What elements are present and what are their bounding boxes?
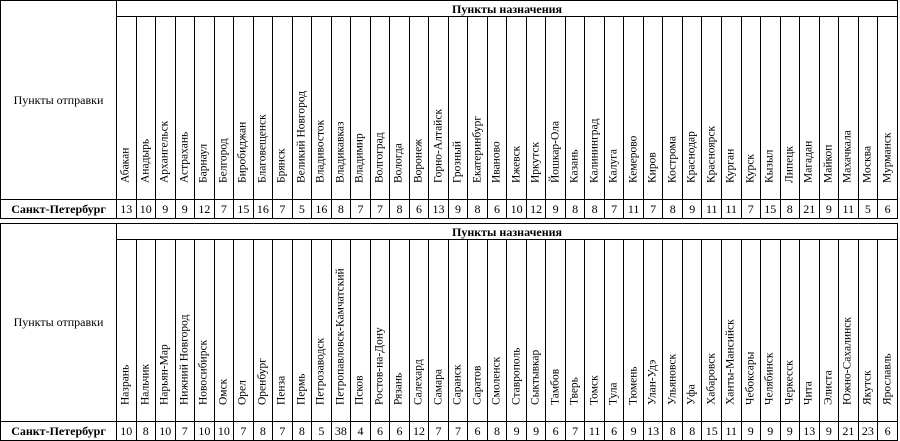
- destination-name: Петропавловск-Камчатский: [334, 268, 347, 405]
- destination-cell: [565, 17, 585, 200]
- destination-name: Краснодар: [685, 131, 698, 183]
- origin-column-header: Пункты отправки: [1, 224, 117, 422]
- delivery-days-value: 6: [604, 422, 624, 441]
- destination-name: Нижний Новгород: [178, 314, 191, 405]
- delivery-days-value: 11: [585, 422, 605, 441]
- delivery-days-value: 12: [409, 422, 429, 441]
- destination-cell: [429, 17, 449, 200]
- destination-name: Томск: [588, 375, 601, 405]
- delivery-days-value: 10: [117, 422, 137, 441]
- destination-name: Великий Новгород: [295, 90, 308, 183]
- destination-name: Владимир: [353, 133, 366, 183]
- destination-name: Чебоксары: [744, 351, 757, 405]
- destination-cell: [390, 17, 410, 200]
- delivery-days-value: 10: [214, 422, 234, 441]
- destination-name: Чита: [802, 381, 815, 405]
- destination-name: Омск: [217, 378, 230, 405]
- delivery-days-value: 5: [312, 422, 332, 441]
- delivery-days-value: 11: [721, 200, 741, 219]
- destination-name: Челябинск: [763, 352, 776, 405]
- delivery-days-value: 38: [331, 422, 351, 441]
- destinations-header: Пункты назначения: [117, 224, 898, 240]
- destination-name: Псков: [353, 375, 366, 405]
- delivery-days-value: 11: [721, 422, 741, 441]
- delivery-days-value: 8: [780, 200, 800, 219]
- delivery-days-value: 12: [526, 200, 546, 219]
- destination-cell: [663, 17, 683, 200]
- delivery-days-value: 8: [565, 200, 585, 219]
- destination-name: Оренбург: [256, 358, 269, 405]
- destination-cell: [546, 240, 566, 422]
- delivery-days-value: 8: [390, 200, 410, 219]
- destination-cell: [292, 240, 312, 422]
- origin-column-header: Пункты отправки: [1, 1, 117, 200]
- destination-cell: [487, 240, 507, 422]
- destination-name: Архангельск: [158, 120, 171, 183]
- destination-name: Калининград: [588, 118, 601, 183]
- distance-table-2: [0, 223, 898, 441]
- delivery-days-value: 21: [800, 200, 820, 219]
- destination-name: Нарьян-Мар: [158, 344, 171, 405]
- delivery-days-value: 7: [234, 422, 254, 441]
- destination-cell: [682, 17, 702, 200]
- destination-cell: [507, 17, 527, 200]
- delivery-days-value: 13: [117, 200, 137, 219]
- delivery-days-value: 7: [175, 422, 195, 441]
- destination-name: Красноярск: [705, 125, 718, 183]
- delivery-days-value: 6: [468, 422, 488, 441]
- destination-cell: [819, 240, 839, 422]
- delivery-days-value: 6: [487, 200, 507, 219]
- destination-cell: [761, 240, 781, 422]
- destination-name: Екатеринбург: [471, 115, 484, 183]
- destination-name: Орел: [236, 380, 249, 405]
- destination-name: Владикавказ: [334, 121, 347, 183]
- destination-cell: [409, 17, 429, 200]
- distance-table-1: [0, 0, 898, 219]
- destination-cell: [721, 17, 741, 200]
- delivery-days-value: 7: [448, 422, 468, 441]
- destination-cell: [331, 17, 351, 200]
- delivery-days-value: 7: [273, 200, 293, 219]
- destination-name: Владивосток: [314, 119, 327, 183]
- destination-name: Тамбов: [549, 368, 562, 405]
- destination-name: Майкоп: [822, 144, 835, 183]
- destination-name: Москва: [861, 145, 874, 183]
- destination-cell: [214, 17, 234, 200]
- delivery-days-value: 7: [214, 200, 234, 219]
- destination-cell: [878, 17, 898, 200]
- delivery-days-value: 10: [507, 200, 527, 219]
- destination-name: Новосибирск: [197, 339, 210, 405]
- delivery-days-value: 8: [487, 422, 507, 441]
- destination-name: Саранск: [451, 364, 464, 405]
- delivery-days-value: 8: [136, 422, 156, 441]
- destination-name: Пермь: [295, 373, 308, 405]
- destination-cell: [604, 17, 624, 200]
- destination-name: Хабаровск: [705, 353, 718, 405]
- destination-name: Абакан: [119, 147, 132, 183]
- delivery-days-value: 9: [741, 422, 761, 441]
- destination-name: Барнаул: [197, 143, 210, 183]
- destination-cell: [819, 17, 839, 200]
- destination-cell: [839, 17, 859, 200]
- destination-name: Рязань: [392, 372, 405, 405]
- destination-cell: [175, 240, 195, 422]
- delivery-days-value: 16: [253, 200, 273, 219]
- destination-cell: [448, 17, 468, 200]
- destination-cell: [175, 17, 195, 200]
- destination-name: Анадырь: [139, 138, 152, 183]
- destination-name: Благовещенск: [256, 114, 269, 183]
- destination-name: Ханты-Мансийск: [724, 319, 737, 405]
- destination-cell: [156, 240, 176, 422]
- delivery-days-value: 9: [624, 422, 644, 441]
- destination-name: Назрань: [119, 364, 132, 405]
- destination-cell: [409, 240, 429, 422]
- delivery-days-value: 6: [878, 422, 898, 441]
- destination-name: Элиста: [822, 370, 835, 405]
- destination-cell: [780, 17, 800, 200]
- delivery-days-value: 9: [819, 422, 839, 441]
- delivery-days-value: 21: [839, 422, 859, 441]
- destination-cell: [253, 17, 273, 200]
- destination-cell: [878, 240, 898, 422]
- destination-cell: [390, 240, 410, 422]
- delivery-days-value: 9: [546, 200, 566, 219]
- delivery-days-value: 5: [292, 200, 312, 219]
- destination-cell: [234, 17, 254, 200]
- destination-cell: [273, 17, 293, 200]
- delivery-days-value: 6: [390, 422, 410, 441]
- destination-cell: [682, 240, 702, 422]
- destination-cell: [565, 240, 585, 422]
- destination-cell: [195, 240, 215, 422]
- destination-name: Волгоград: [373, 132, 386, 183]
- destination-cell: [702, 17, 722, 200]
- delivery-days-value: 13: [429, 200, 449, 219]
- destination-name: Воронеж: [412, 138, 425, 183]
- destination-cell: [800, 240, 820, 422]
- destination-name: Махачкала: [841, 130, 854, 183]
- destination-cell: [780, 240, 800, 422]
- destination-cell: [741, 17, 761, 200]
- destination-name: Мурманск: [881, 132, 894, 183]
- delivery-days-value: 4: [351, 422, 371, 441]
- delivery-days-value: 8: [663, 422, 683, 441]
- destination-name: Тюмень: [627, 366, 640, 405]
- destination-name: Ростов-на-Дону: [373, 327, 386, 405]
- delivery-days-value: 7: [643, 200, 663, 219]
- destination-cell: [273, 240, 293, 422]
- delivery-days-value: 15: [761, 200, 781, 219]
- destination-cell: [195, 17, 215, 200]
- destination-cell: [370, 17, 390, 200]
- destination-cell: [585, 17, 605, 200]
- destination-name: Липецк: [783, 146, 796, 183]
- destination-cell: [253, 240, 273, 422]
- delivery-days-value: 9: [780, 422, 800, 441]
- destination-cell: [214, 240, 234, 422]
- delivery-days-value: 9: [761, 422, 781, 441]
- delivery-days-value: 9: [507, 422, 527, 441]
- delivery-days-value: 8: [663, 200, 683, 219]
- destination-name: Тверь: [568, 377, 581, 405]
- delivery-days-value: 23: [858, 422, 878, 441]
- delivery-days-value: 10: [136, 200, 156, 219]
- delivery-days-value: 9: [448, 200, 468, 219]
- delivery-days-value: 7: [351, 200, 371, 219]
- delivery-days-value: 11: [702, 200, 722, 219]
- destination-cell: [643, 240, 663, 422]
- destination-name: Улан-Удэ: [646, 359, 659, 405]
- destination-cell: [351, 17, 371, 200]
- delivery-days-value: 8: [682, 422, 702, 441]
- delivery-days-value: 6: [546, 422, 566, 441]
- destination-cell: [800, 17, 820, 200]
- delivery-days-value: 11: [839, 200, 859, 219]
- delivery-days-value: 6: [370, 422, 390, 441]
- origin-city: Санкт-Петербург: [1, 200, 117, 219]
- destination-name: Горно-Алтайск: [432, 108, 444, 183]
- destination-cell: [136, 240, 156, 422]
- delivery-days-value: 9: [156, 200, 176, 219]
- destination-name: Курган: [724, 148, 737, 183]
- delivery-days-value: 15: [702, 422, 722, 441]
- destination-name: Ярославль: [881, 353, 894, 405]
- destinations-header: Пункты назначения: [117, 1, 898, 17]
- destination-name: Петрозаводск: [314, 337, 327, 405]
- destination-cell: [331, 240, 351, 422]
- delivery-days-value: 7: [741, 200, 761, 219]
- destination-name: Магадан: [802, 140, 815, 183]
- delivery-days-value: 7: [273, 422, 293, 441]
- delivery-days-value: 10: [156, 422, 176, 441]
- destination-cell: [839, 240, 859, 422]
- destination-name: Смоленск: [490, 356, 503, 405]
- delivery-days-value: 6: [878, 200, 898, 219]
- destination-cell: [526, 240, 546, 422]
- delivery-days-value: 8: [253, 422, 273, 441]
- destination-name: Самара: [432, 369, 444, 405]
- destination-cell: [507, 240, 527, 422]
- destination-name: Кемерово: [627, 135, 640, 183]
- destination-name: Белгород: [217, 138, 230, 183]
- destination-cell: [624, 240, 644, 422]
- delivery-days-value: 8: [331, 200, 351, 219]
- destination-cell: [487, 17, 507, 200]
- destination-cell: [117, 17, 137, 200]
- delivery-days-value: 15: [234, 200, 254, 219]
- destination-name: Ульяновск: [666, 353, 679, 405]
- destination-cell: [370, 240, 390, 422]
- delivery-days-value: 5: [858, 200, 878, 219]
- delivery-days-value: 10: [195, 422, 215, 441]
- delivery-days-value: 13: [643, 422, 663, 441]
- delivery-days-value: 8: [468, 200, 488, 219]
- delivery-days-value: 7: [370, 200, 390, 219]
- delivery-days-value: 7: [565, 422, 585, 441]
- destination-cell: [136, 17, 156, 200]
- delivery-days-value: 9: [682, 200, 702, 219]
- destination-cell: [351, 240, 371, 422]
- destination-name: Кызыл: [763, 149, 776, 183]
- delivery-days-value: 7: [604, 200, 624, 219]
- destination-cell: [858, 17, 878, 200]
- delivery-days-value: 12: [195, 200, 215, 219]
- destination-name: Иваново: [490, 141, 503, 183]
- delivery-days-value: 7: [429, 422, 449, 441]
- delivery-days-value: 9: [526, 422, 546, 441]
- destination-name: Грозный: [451, 140, 464, 183]
- destination-cell: [858, 240, 878, 422]
- destination-cell: [156, 17, 176, 200]
- destination-cell: [234, 240, 254, 422]
- destination-cell: [546, 17, 566, 200]
- destination-name: Иркутск: [529, 141, 542, 183]
- delivery-days-value: 13: [800, 422, 820, 441]
- destination-cell: [721, 240, 741, 422]
- destination-name: Черкесск: [783, 360, 796, 405]
- destination-cell: [761, 17, 781, 200]
- destination-name: Казань: [568, 149, 581, 183]
- destination-name: Якутск: [861, 370, 874, 405]
- destination-name: Кострома: [666, 136, 679, 183]
- destination-name: Сыктывкар: [529, 349, 542, 405]
- destination-cell: [448, 240, 468, 422]
- delivery-days-value: 6: [409, 200, 429, 219]
- destination-cell: [624, 17, 644, 200]
- destination-cell: [663, 240, 683, 422]
- destination-cell: [526, 17, 546, 200]
- destination-cell: [643, 17, 663, 200]
- destination-name: Йошкар-Ола: [549, 120, 562, 183]
- destination-cell: [292, 17, 312, 200]
- destination-cell: [312, 17, 332, 200]
- destination-name: Курск: [744, 154, 757, 183]
- destination-name: Биробиджан: [236, 121, 249, 183]
- destination-name: Южно-Сахалинск: [841, 317, 854, 405]
- destination-name: Калуга: [607, 148, 620, 183]
- destination-cell: [117, 240, 137, 422]
- destination-cell: [312, 240, 332, 422]
- destination-name: Тула: [607, 382, 620, 405]
- destination-name: Брянск: [275, 148, 288, 183]
- destination-name: Нальчик: [139, 363, 152, 405]
- delivery-days-value: 9: [175, 200, 195, 219]
- destination-name: Салехард: [412, 359, 425, 405]
- destination-cell: [741, 240, 761, 422]
- destination-cell: [468, 240, 488, 422]
- destination-cell: [585, 240, 605, 422]
- destination-cell: [604, 240, 624, 422]
- delivery-days-value: 16: [312, 200, 332, 219]
- destination-cell: [429, 240, 449, 422]
- delivery-days-value: 8: [292, 422, 312, 441]
- delivery-days-value: 11: [624, 200, 644, 219]
- destination-cell: [702, 240, 722, 422]
- destination-name: Ижевск: [510, 145, 523, 183]
- destination-name: Астрахань: [178, 131, 191, 183]
- origin-city: Санкт-Петербург: [1, 422, 117, 441]
- destination-name: Саратов: [471, 365, 484, 405]
- destination-name: Уфа: [685, 384, 698, 405]
- destination-cell: [468, 17, 488, 200]
- destination-name: Вологда: [392, 143, 405, 183]
- delivery-days-value: 9: [819, 200, 839, 219]
- destination-name: Киров: [646, 152, 659, 183]
- destination-name: Ставрополь: [510, 347, 523, 405]
- destination-name: Пенза: [275, 375, 288, 405]
- delivery-days-value: 8: [585, 200, 605, 219]
